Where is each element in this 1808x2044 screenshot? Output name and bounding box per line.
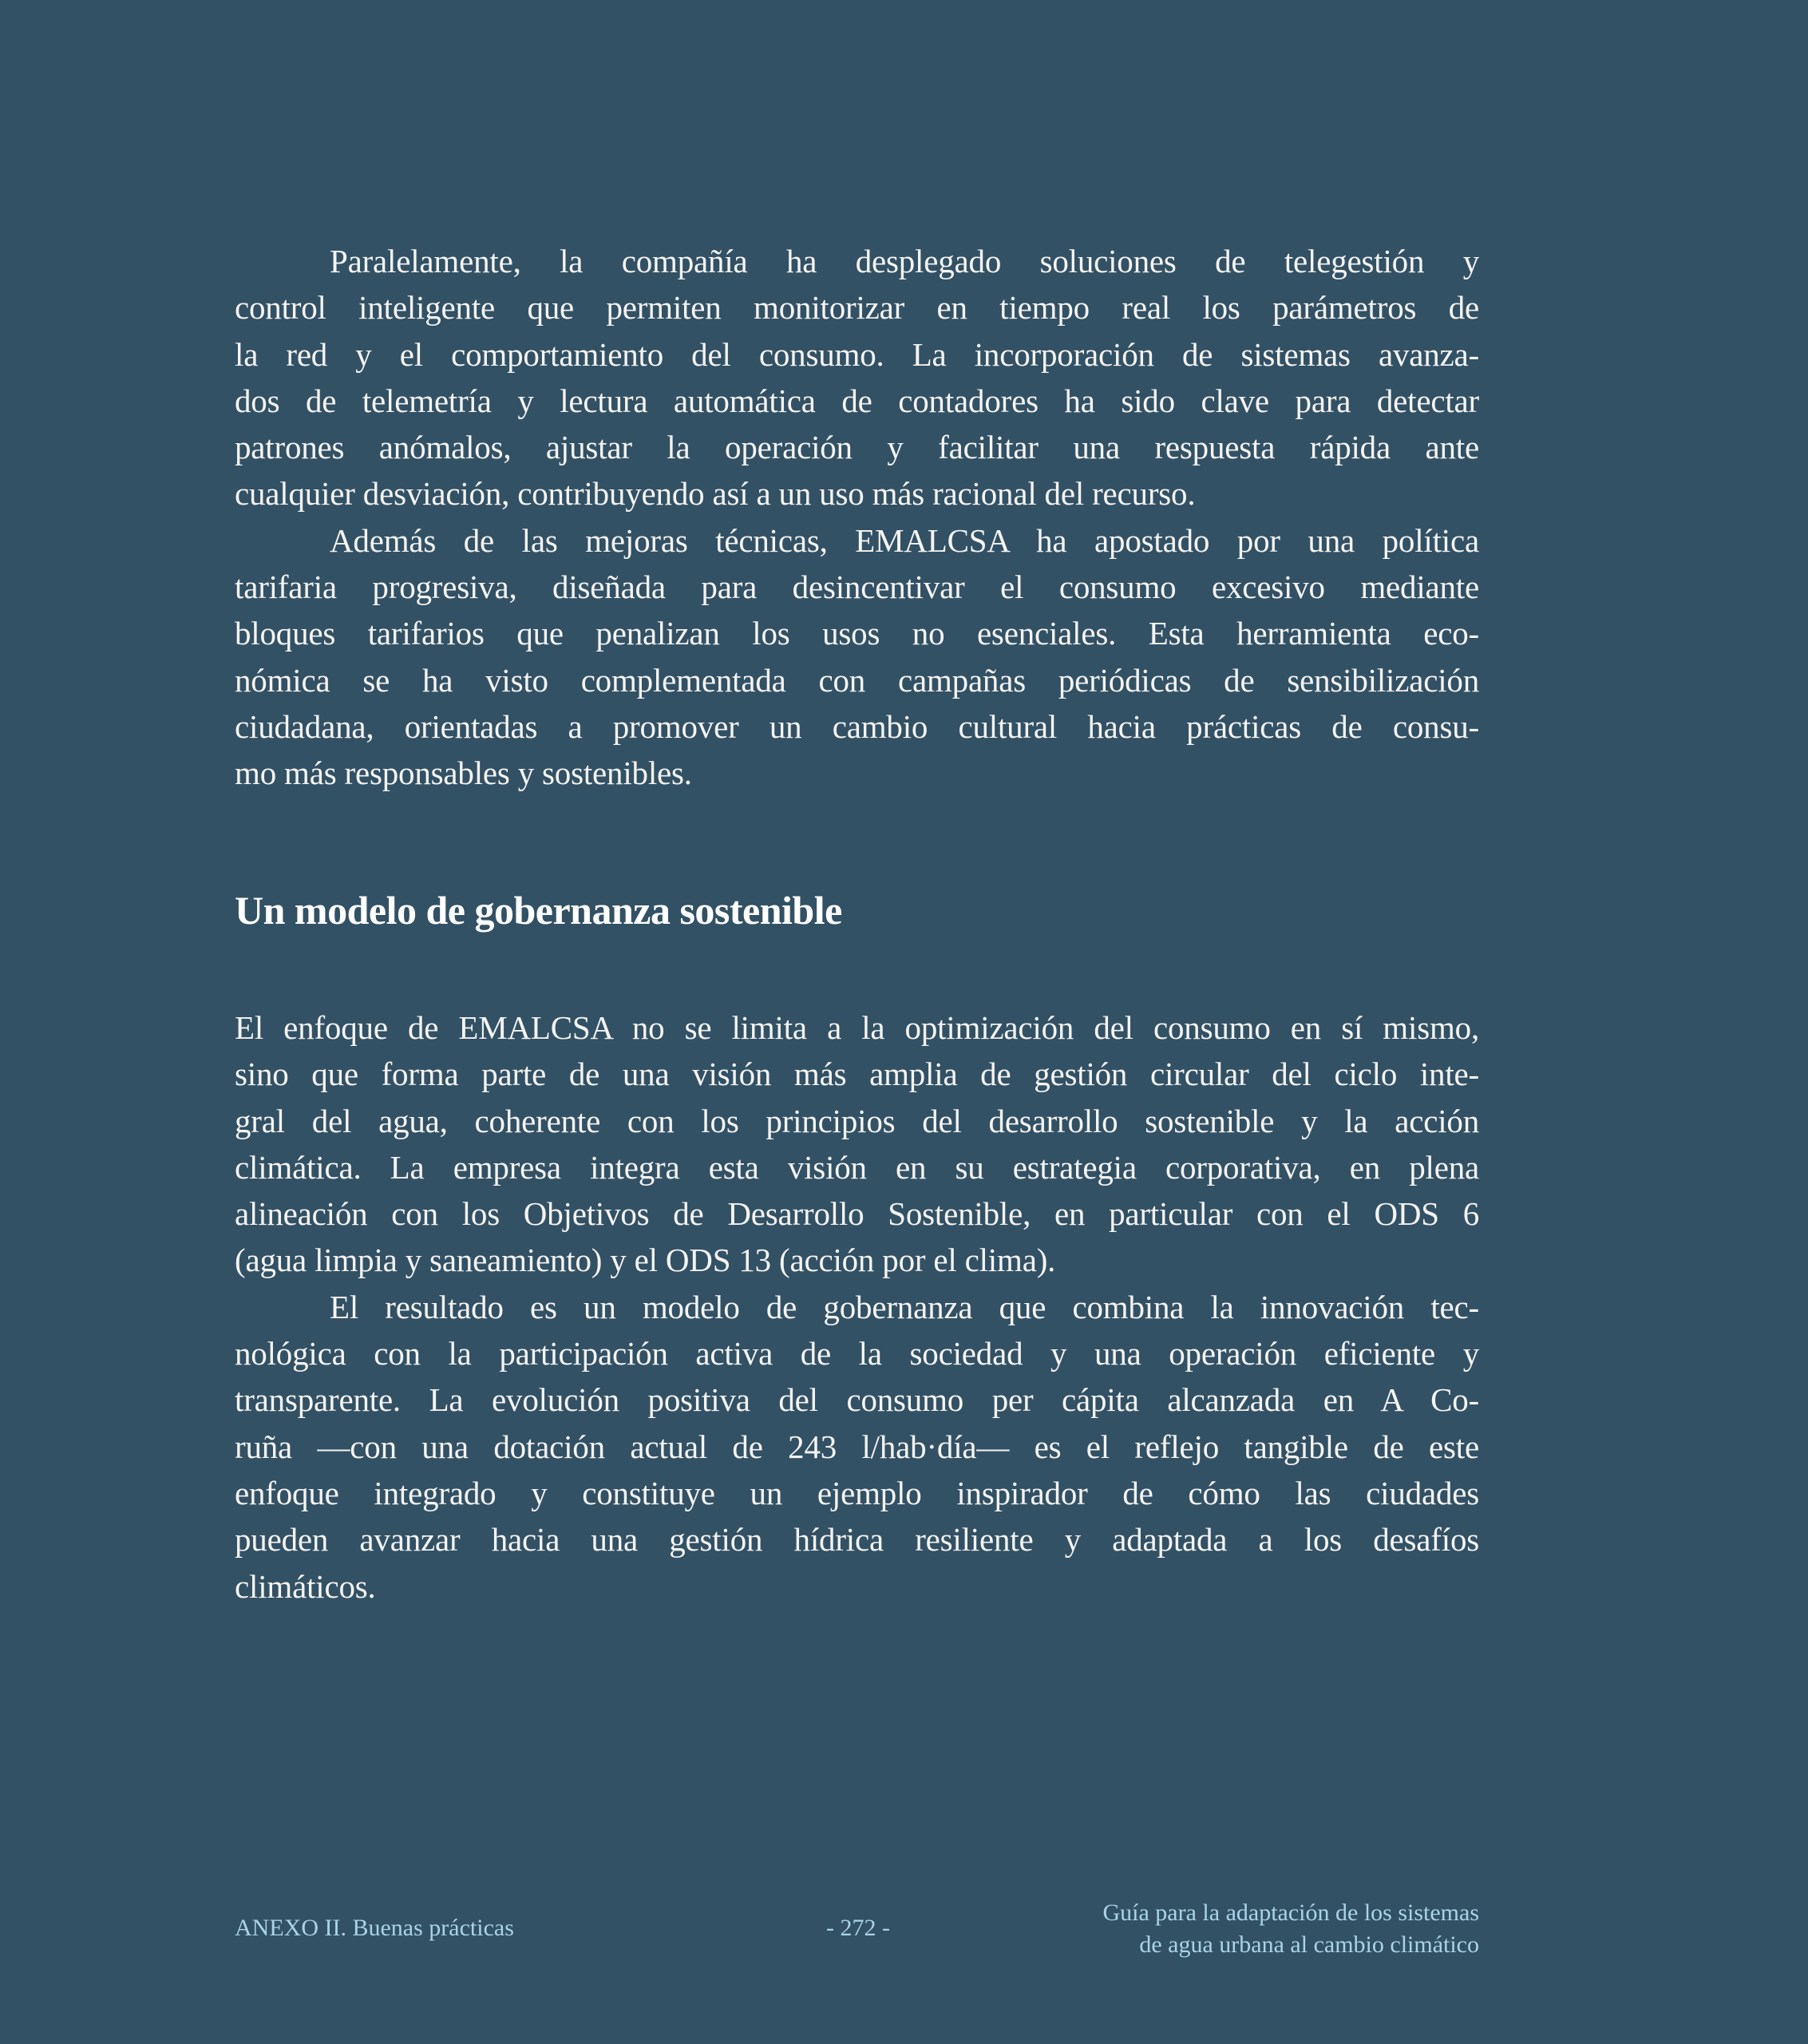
paragraph-line: climática. La empresa integra esta visión en su estrategia corporativa, en plena [235,1148,1479,1186]
section-heading: Un modelo de gobernanza sostenible [235,888,842,933]
paragraph-line: pueden avanzar hacia una gestión hídrica resiliente y adaptada a los desafíos [235,1521,1479,1559]
paragraph-line: dos de telemetría y lectura automática de contadores ha sido clave para detectar [235,382,1479,419]
paragraph-line: control inteligente que permiten monitorizar en tiempo real los parámetros de [235,289,1479,327]
paragraph-line: tarifaria progresiva, diseñada para desincentivar el consumo excesivo mediante [235,568,1479,606]
footer-document-title [1102,1897,1479,1961]
footer-section-label: ANEXO II. Buenas prácticas [235,1915,514,1941]
paragraph-line: El resultado es un modelo de gobernanza que combina la innovación tec- [330,1288,1479,1325]
paragraph-line: (agua limpia y saneamiento) y el ODS 13 (acción por el clima). [235,1242,1056,1279]
paragraph-line: cualquier desviación, contribuyendo así a un uso más racional del recurso. [235,475,1196,513]
paragraph-line: climáticos. [235,1567,376,1605]
paragraph-line: ciudadana, orientadas a promover un cambio cultural hacia prácticas de consu- [235,707,1479,745]
paragraph-line: alineación con los Objetivos de Desarrollo Sostenible, en particular con el ODS 6 [235,1195,1479,1233]
paragraph-line: bloques tarifarios que penalizan los usos no esenciales. Esta herramienta eco- [235,615,1479,652]
paragraph-line: mo más responsables y sostenibles. [235,755,692,792]
paragraph-line: Además de las mejoras técnicas, EMALCSA ha apostado por una política [330,521,1479,559]
paragraph-line: Paralelamente, la compañía ha desplegado soluciones de telegestión y [330,243,1479,279]
paragraph-line: patrones anómalos, ajustar la operación y facilitar una respuesta rápida ante [235,429,1479,466]
paragraph-line: enfoque integrado y constituye un ejemplo inspirador de cómo las ciudades [235,1474,1479,1511]
page-number: - 272 - [826,1915,890,1941]
section-2-body [235,1004,1479,1610]
footer-title-line-2: de agua urbana al cambio climático [1139,1931,1479,1958]
paragraph-line: nológica con la participación activa de la sociedad y una operación eficiente y [235,1335,1479,1373]
paragraph-line: sino que forma parte de una visión más amplia de gestión circular del ciclo inte- [235,1056,1479,1093]
paragraph-line: El enfoque de EMALCSA no se limita a la optimización del consumo en sí mismo, [235,1009,1479,1046]
paragraph-line: transparente. La evolución positiva del consumo per cápita alcanzada en A Co- [235,1381,1479,1419]
paragraph-line: ruña —con una dotación actual de 243 l/hab·día— es el reflejo tangible de este [235,1428,1479,1465]
paragraph-line: gral del agua, coherente con los principios del desarrollo sostenible y la acción [235,1102,1479,1139]
paragraph-line: la red y el comportamiento del consumo. La incorporación de sistemas avanza- [235,335,1479,373]
footer-title-line-1: Guía para la adaptación de los sistemas [1102,1899,1479,1926]
paragraph-line: nómica se ha visto complementada con campañas periódicas de sensibilización [235,661,1479,699]
section-1-body [235,238,1479,797]
